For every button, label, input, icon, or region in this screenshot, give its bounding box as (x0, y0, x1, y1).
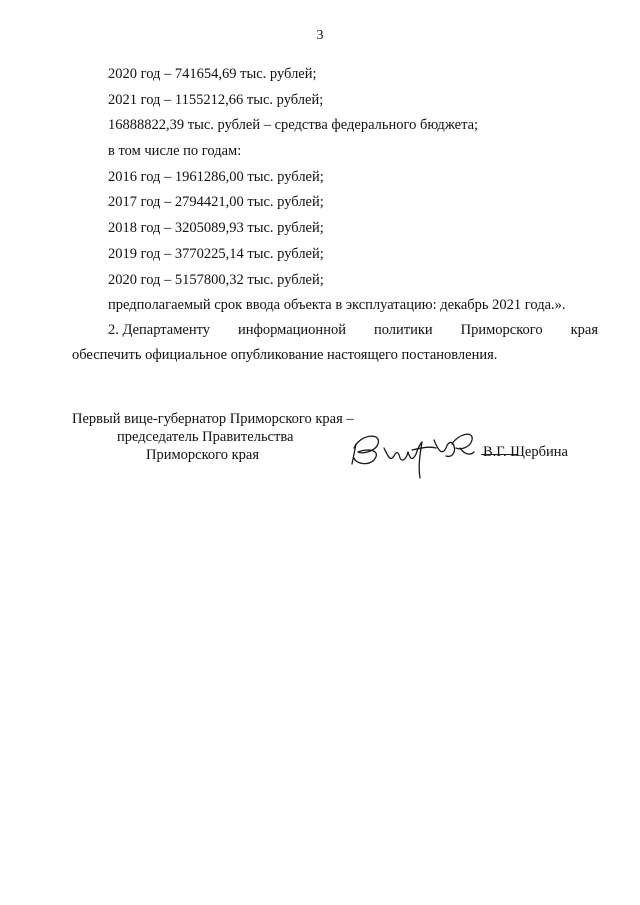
budget-line: предполагаемый срок ввода объекта в эксплуатацию: декабрь 2021 года.». (108, 297, 566, 314)
paragraph-2-word: 2. Департаменту (108, 322, 210, 338)
paragraph-2-word: Приморского (460, 322, 543, 338)
budget-line: 2016 год – 1961286,00 тыс. рублей; (108, 168, 324, 185)
budget-line: 2020 год – 5157800,32 тыс. рублей; (108, 271, 324, 288)
position-line: Приморского края (146, 447, 260, 463)
paragraph-2-word: политики (373, 322, 433, 338)
paragraph-2-word: края (570, 322, 598, 338)
handwritten-signature (348, 426, 488, 488)
paragraph-2 (72, 318, 598, 368)
budget-line: 2018 год – 3205089,93 тыс. рублей; (108, 220, 324, 237)
budget-line: 2021 год – 1155212,66 тыс. рублей; (108, 91, 324, 108)
page-number: 3 (316, 28, 324, 43)
budget-line: 2020 год – 741654,69 тыс. рублей; (108, 66, 317, 82)
paragraph-2-second-line: обеспечить официальное опубликование настоящего постановления. (72, 347, 498, 363)
signer-name: В.Г. Щербина (483, 444, 568, 460)
paragraph-2-first-line (72, 318, 598, 343)
budget-list (108, 62, 598, 319)
position-line: председатель Правительства (117, 429, 294, 445)
budget-line: 2019 год – 3770225,14 тыс. рублей; (108, 245, 324, 262)
budget-line: 2017 год – 2794421,00 тыс. рублей; (108, 194, 324, 211)
signatory-position (72, 410, 354, 464)
paragraph-2-word: информационной (237, 322, 346, 338)
position-line: Первый вице-губернатор Приморского края – (72, 411, 354, 427)
budget-line: 16888822,39 тыс. рублей – средства федерального бюджета; (108, 117, 479, 134)
budget-line: в том числе по годам: (108, 143, 242, 160)
